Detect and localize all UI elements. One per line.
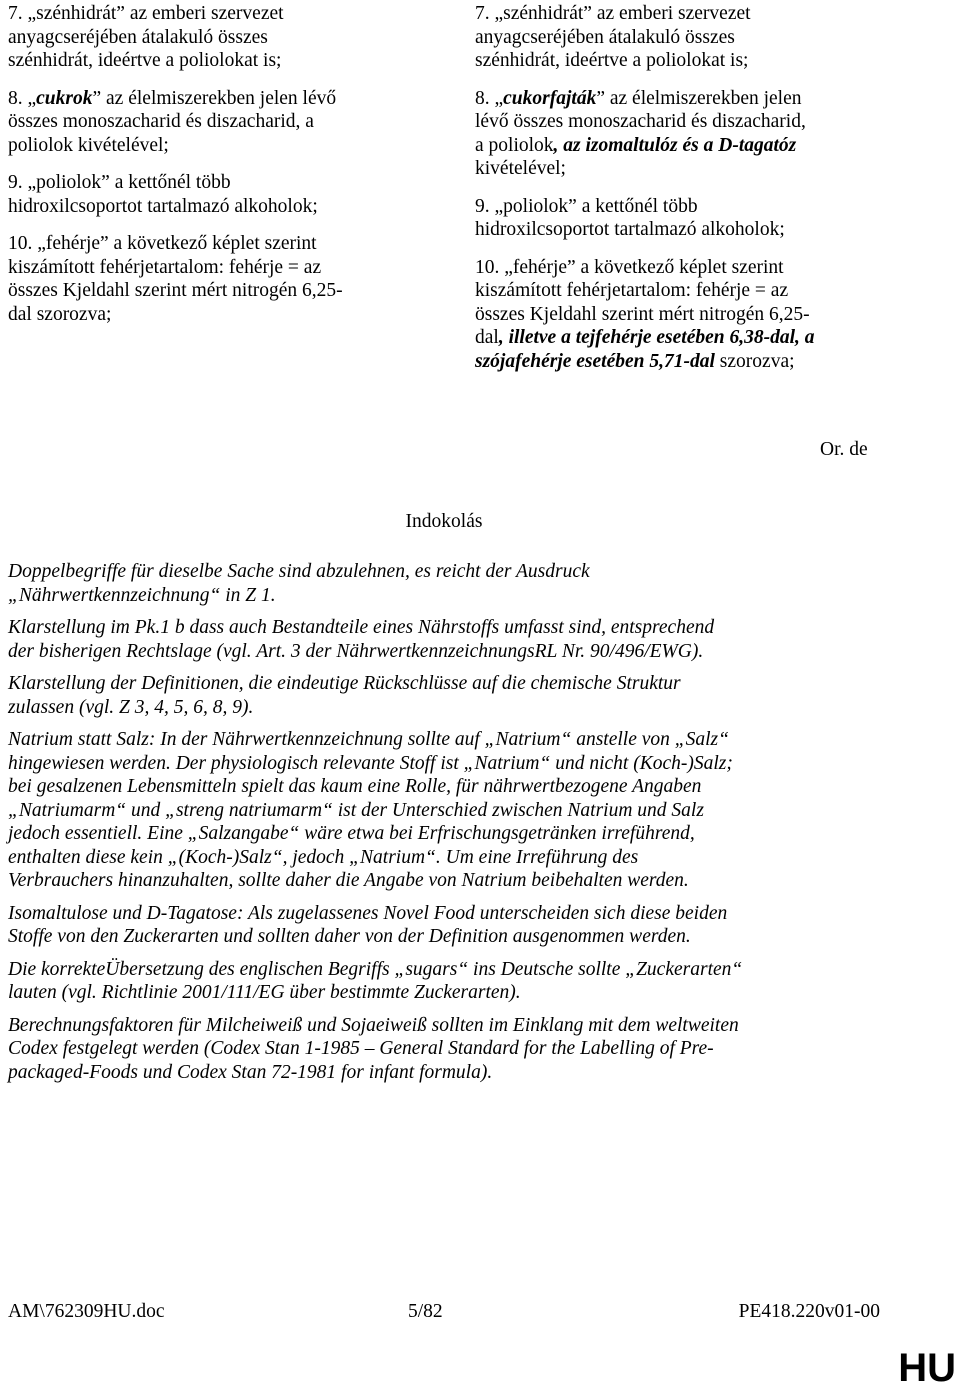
text-line: jedoch essentiell. Eine „Salzangabe“ wäre etwa bei Erfrischungsgetränken irreführend, xyxy=(8,823,695,844)
text-line: zulassen (vgl. Z 3, 4, 5, 6, 8, 9). xyxy=(8,696,254,718)
text-line xyxy=(475,350,895,374)
amended-text-column xyxy=(475,0,895,387)
definition-item-9 xyxy=(8,171,448,218)
defined-term: cukorfajták xyxy=(503,87,597,109)
defined-term: cukrok xyxy=(36,87,93,109)
text-fragment: a poliolok xyxy=(475,134,554,156)
text-fragment: szorozva; xyxy=(714,350,795,372)
text-line: Natrium statt Salz: In der Nährwertkennzeichnung sollte auf „Natrium“ anstelle von „Salz“ xyxy=(8,729,729,750)
text-fragment: dal xyxy=(475,327,499,348)
justification-body xyxy=(8,560,888,1093)
text-line: anyagcseréjében átalakuló összes xyxy=(8,26,268,48)
item-number: 8. „ xyxy=(8,87,37,109)
text-fragment: ” az élelmiszerekben jelen lévő xyxy=(92,87,337,109)
text-line: Stoffe von den Zuckerarten und sollten daher von der Definition ausgenommen werden. xyxy=(8,926,691,947)
text-line xyxy=(475,87,895,111)
justification-paragraph xyxy=(8,958,888,1005)
pe-number: PE418.220v01-00 xyxy=(738,1301,880,1322)
text-line: dal szorozva; xyxy=(8,303,112,325)
text-line: enthalten diese kein „(Koch-)Salz“, jedoch „Natrium“. Um eine Irreführung des xyxy=(8,846,639,868)
text-line: 9. „poliolok” a kettőnél több xyxy=(475,195,698,217)
justification-paragraph xyxy=(8,616,888,663)
document-reference: AM\762309HU.doc xyxy=(8,1301,165,1322)
text-line: szénhidrát, ideértve a poliolokat is; xyxy=(475,50,749,71)
justification-paragraph xyxy=(8,560,888,607)
text-line: kiszámított fehérjetartalom: fehérje = az xyxy=(8,256,322,278)
amendment-insertion: , az izomaltulóz és a D-tagatóz xyxy=(553,134,797,156)
text-line: 9. „poliolok” a kettőnél több xyxy=(8,172,231,193)
definition-item-10 xyxy=(475,256,895,374)
text-line: lévő összes monoszacharid és diszacharid, xyxy=(475,111,806,132)
text-line: bei gesalzenen Lebensmitteln spielt das kaum eine Rolle, für nährwertbezogene Angaben xyxy=(8,776,702,797)
definition-item-7 xyxy=(8,2,448,73)
text-line xyxy=(475,134,895,158)
text-line: összes Kjeldahl szerint mért nitrogén 6,25- xyxy=(475,303,810,325)
item-number: 8. „ xyxy=(475,87,504,109)
text-line: lauten (vgl. Richtlinie 2001/111/EG über bestimmte Zuckerarten). xyxy=(8,982,521,1003)
original-language-label: Or. de xyxy=(820,439,868,460)
text-line: Codex festgelegt werden (Codex Stan 1-1985 – General Standard for the Labelling of Pre- xyxy=(8,1038,714,1059)
definition-item-10 xyxy=(8,232,448,326)
definition-item-8 xyxy=(475,87,895,181)
text-line: 7. „szénhidrát” az emberi szervezet xyxy=(8,3,284,24)
text-line: packaged-Foods und Codex Stan 72-1981 for infant formula). xyxy=(8,1061,493,1083)
text-fragment: ” az élelmiszerekben jelen xyxy=(596,87,802,109)
page-number: 5/82 xyxy=(408,1301,443,1322)
text-line xyxy=(475,326,895,350)
page-footer xyxy=(8,1300,880,1324)
text-line: Berechnungsfaktoren für Milcheiweiß und Sojaeiweiß sollten im Einklang mit dem weltweiten xyxy=(8,1014,739,1036)
text-line: Die korrekteÜbersetzung des englischen Begriffs „sugars“ ins Deutsche sollte „Zuckerarten“ xyxy=(8,958,743,980)
text-line: „Nährwertkennzeichnung“ in Z 1. xyxy=(8,584,276,606)
justification-paragraph xyxy=(8,1014,888,1085)
text-line: „Natriumarm“ und „streng natriumarm“ ist der Unterschied zwischen Natrium und Salz xyxy=(8,799,704,821)
text-line: Verbrauchers hinanzuhalten, sollte daher die Angabe von Natrium beibehalten werden. xyxy=(8,870,689,891)
justification-paragraph xyxy=(8,902,888,949)
justification-paragraph xyxy=(8,672,888,719)
text-line: hidroxilcsoportot tartalmazó alkoholok; xyxy=(8,195,318,217)
text-line: szénhidrát, ideértve a poliolokat is; xyxy=(8,50,282,71)
text-line: poliolok kivételével; xyxy=(8,134,169,156)
justification-title: Indokolás xyxy=(405,511,483,532)
text-line: kivételével; xyxy=(475,158,566,179)
definition-item-7 xyxy=(475,2,895,73)
text-line: összes monoszacharid és diszacharid, a xyxy=(8,111,314,132)
amendment-insertion: , illetve a tejfehérje esetében 6,38-dal, a xyxy=(498,327,815,348)
text-line: Klarstellung der Definitionen, die eindeutige Rückschlüsse auf die chemische Struktur xyxy=(8,673,681,694)
original-text-column xyxy=(8,0,448,340)
definition-item-8 xyxy=(8,87,448,158)
text-line: összes Kjeldahl szerint mért nitrogén 6,25- xyxy=(8,280,343,301)
definition-item-9 xyxy=(475,195,895,242)
text-line: hidroxilcsoportot tartalmazó alkoholok; xyxy=(475,219,785,240)
text-line: Doppelbegriffe für dieselbe Sache sind abzulehnen, es reicht der Ausdruck xyxy=(8,561,590,582)
text-line: der bisherigen Rechtslage (vgl. Art. 3 der NährwertkennzeichnungsRL Nr. 90/496/EWG). xyxy=(8,640,704,662)
text-line: 10. „fehérje” a következő képlet szerint xyxy=(8,233,317,254)
text-line: 10. „fehérje” a következő képlet szerint xyxy=(475,256,784,278)
text-line xyxy=(8,87,448,111)
language-code: HU xyxy=(898,1346,956,1390)
text-line: anyagcseréjében átalakuló összes xyxy=(475,26,735,48)
amendment-insertion: szójafehérje esetében 5,71-dal xyxy=(475,350,715,372)
text-line: kiszámított fehérjetartalom: fehérje = az xyxy=(475,280,789,301)
text-line: Isomaltulose und D-Tagatose: Als zugelassenes Novel Food unterscheiden sich diese beiden xyxy=(8,902,728,924)
justification-paragraph xyxy=(8,728,888,893)
text-line: 7. „szénhidrát” az emberi szervezet xyxy=(475,3,751,24)
text-line: hingewiesen werden. Der physiologisch relevante Stoff ist „Natrium“ und nicht (Koch-)Salz; xyxy=(8,752,733,774)
text-line: Klarstellung im Pk.1 b dass auch Bestandteile eines Nährstoffs umfasst sind, entsprechend xyxy=(8,617,715,638)
